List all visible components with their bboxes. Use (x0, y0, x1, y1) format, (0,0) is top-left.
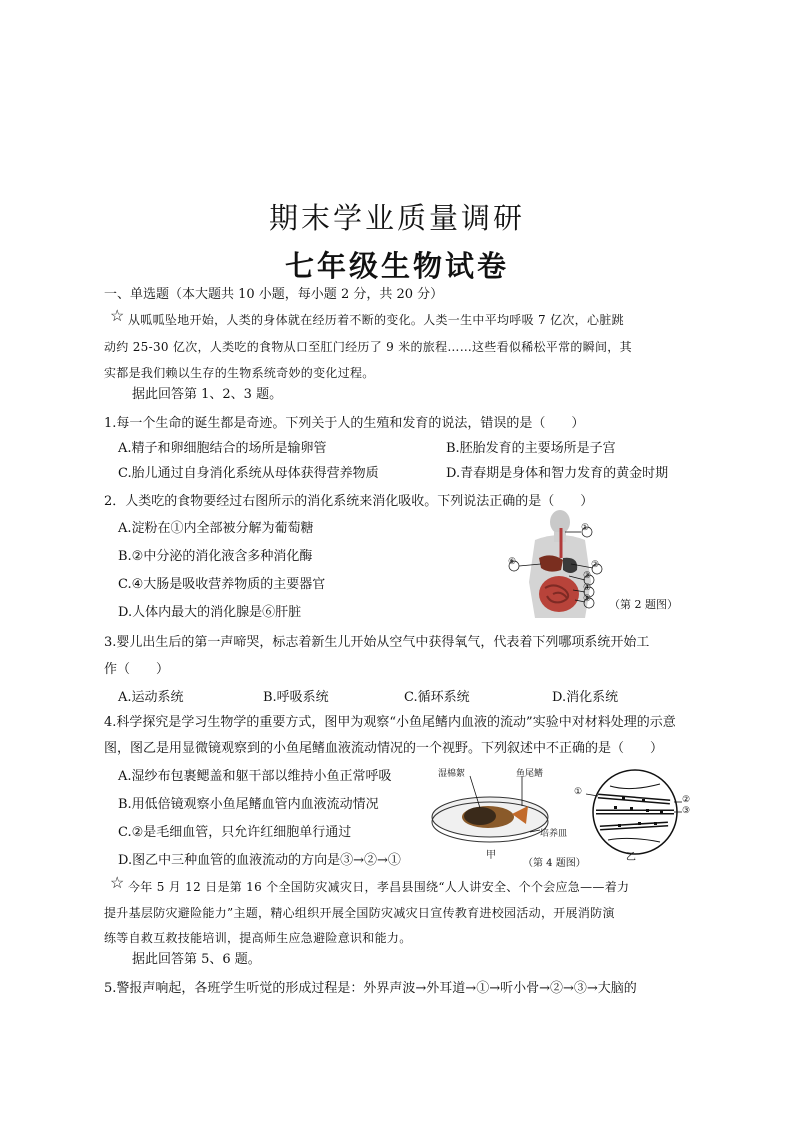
fig2-caption: （第 2 题图） (609, 598, 678, 611)
q3-stem-line1: 3.婴儿出生后的第一声啼哭，标志着新生儿开始从空气中获得氧气，代表着下列哪项系统开始工 (104, 635, 650, 650)
q3-option-c: C.循环系统 (404, 690, 470, 705)
fig2-label-3: ③ (583, 571, 592, 581)
q4-option-d: D.图乙中三种血管的血液流动的方向是③→②→① (118, 853, 401, 868)
intro1-prompt: 据此回答第 1、2、3 题。 (132, 387, 283, 402)
fig4-num-1: ① (574, 787, 583, 797)
intro1-line2: 动约 25-30 亿次，人类吃的食物从口至肛门经历了 9 米的旅程……这些看似稀松平常的瞬间，其 (104, 340, 632, 354)
q4-stem-line1: 4.科学探究是学习生物学的重要方式，图甲为观察“小鱼尾鳍内血液的流动”实验中对材料处理的示意 (104, 715, 676, 730)
fig4-caption: （第 4 题图） (523, 858, 586, 869)
q4-option-b: B.用低倍镜观察小鱼尾鳍血管内血液流动情况 (118, 797, 379, 812)
intro2-line3: 练等自救互救技能培训，提高师生应急避险意识和能力。 (104, 931, 412, 945)
intro1-line1: 从呱呱坠地开始，人类的身体就在经历着不断的变化。人类一生中平均呼吸 7 亿次，心脏跳 (128, 313, 624, 327)
q2-option-a: A.淀粉在①内全部被分解为葡萄糖 (118, 521, 314, 536)
fig4-label-yi: 乙 (626, 852, 636, 863)
fig4-label-cotton: 湿棉絮 (438, 769, 466, 779)
q2-option-d: D.人体内最大的消化腺是⑥肝脏 (118, 605, 302, 620)
intro2-line2: 提升基层防灾避险能力”主题，精心组织开展全国防灾减灾日宣传教育进校园活动，开展消防演 (104, 906, 615, 920)
q1-option-a: A.精子和卵细胞结合的场所是输卵管 (118, 441, 327, 456)
q2-option-c: C.④大肠是吸收营养物质的主要器官 (118, 577, 326, 592)
fish-tail-figure (430, 762, 705, 870)
star-icon-2: ☆ (110, 873, 125, 892)
fig2-label-6: ⑥ (508, 557, 517, 567)
page-subtitle: 七年级生物试卷 (284, 249, 509, 283)
intro2-line1: 今年 5 月 12 日是第 16 个全国防灾减灾日，孝昌县围绕“人人讲安全、个个会应急——着力 (128, 880, 630, 894)
q1-option-b: B.胚胎发育的主要场所是子宫 (446, 441, 616, 456)
q3-option-b: B.呼吸系统 (263, 690, 329, 705)
section-heading: 一、单选题（本大题共 10 小题，每小题 2 分，共 20 分） (104, 287, 444, 302)
page-title: 期末学业质量调研 (268, 201, 525, 235)
fig4-label-dish: 培养皿 (540, 829, 568, 839)
q3-option-a: A.运动系统 (118, 690, 184, 705)
digestive-system-figure (505, 510, 705, 620)
fig4-label-jia: 甲 (486, 850, 496, 861)
q4-stem-line2: 图，图乙是用显微镜观察到的小鱼尾鳍血液流动情况的一个视野。下列叙述中不正确的是（ ） (104, 741, 664, 756)
fig4-num-3: ③ (682, 806, 691, 816)
q2-stem: 2．人类吃的食物要经过右图所示的消化系统来消化吸收。下列说法正确的是（ ） (104, 494, 594, 509)
fig2-label-1: ① (581, 523, 590, 533)
q1-stem: 1.每一个生命的诞生都是奇迹。下列关于人的生殖和发育的说法，错误的是（ ） (104, 416, 585, 431)
q1-option-d: D.青春期是身体和智力发育的黄金时期 (446, 466, 669, 481)
star-icon: ☆ (110, 306, 125, 325)
fig2-label-4: ④ (583, 583, 592, 593)
q3-stem-line2: 作（ ） (104, 662, 170, 677)
fig4-label-fin: 鱼尾鳍 (516, 769, 544, 779)
fig4-num-2: ② (682, 795, 691, 805)
intro2-prompt: 据此回答第 5、6 题。 (132, 952, 261, 967)
fig2-label-5: ⑤ (583, 594, 592, 604)
fig2-label-2: ② (591, 560, 600, 570)
q5-stem: 5.警报声响起，各班学生听觉的形成过程是：外界声波→外耳道→①→听小骨→②→③→大脑的 (104, 981, 637, 996)
q3-option-d: D.消化系统 (552, 690, 619, 705)
q1-option-c: C.胎儿通过自身消化系统从母体获得营养物质 (118, 466, 379, 481)
q2-option-b: B.②中分泌的消化液含多种消化酶 (118, 549, 313, 564)
intro1-line3: 实都是我们赖以生存的生物系统奇妙的变化过程。 (104, 366, 375, 380)
q4-option-a: A.湿纱布包裹鳃盖和躯干部以维持小鱼正常呼吸 (118, 769, 392, 784)
q4-option-c: C.②是毛细血管，只允许红细胞单行通过 (118, 825, 352, 840)
